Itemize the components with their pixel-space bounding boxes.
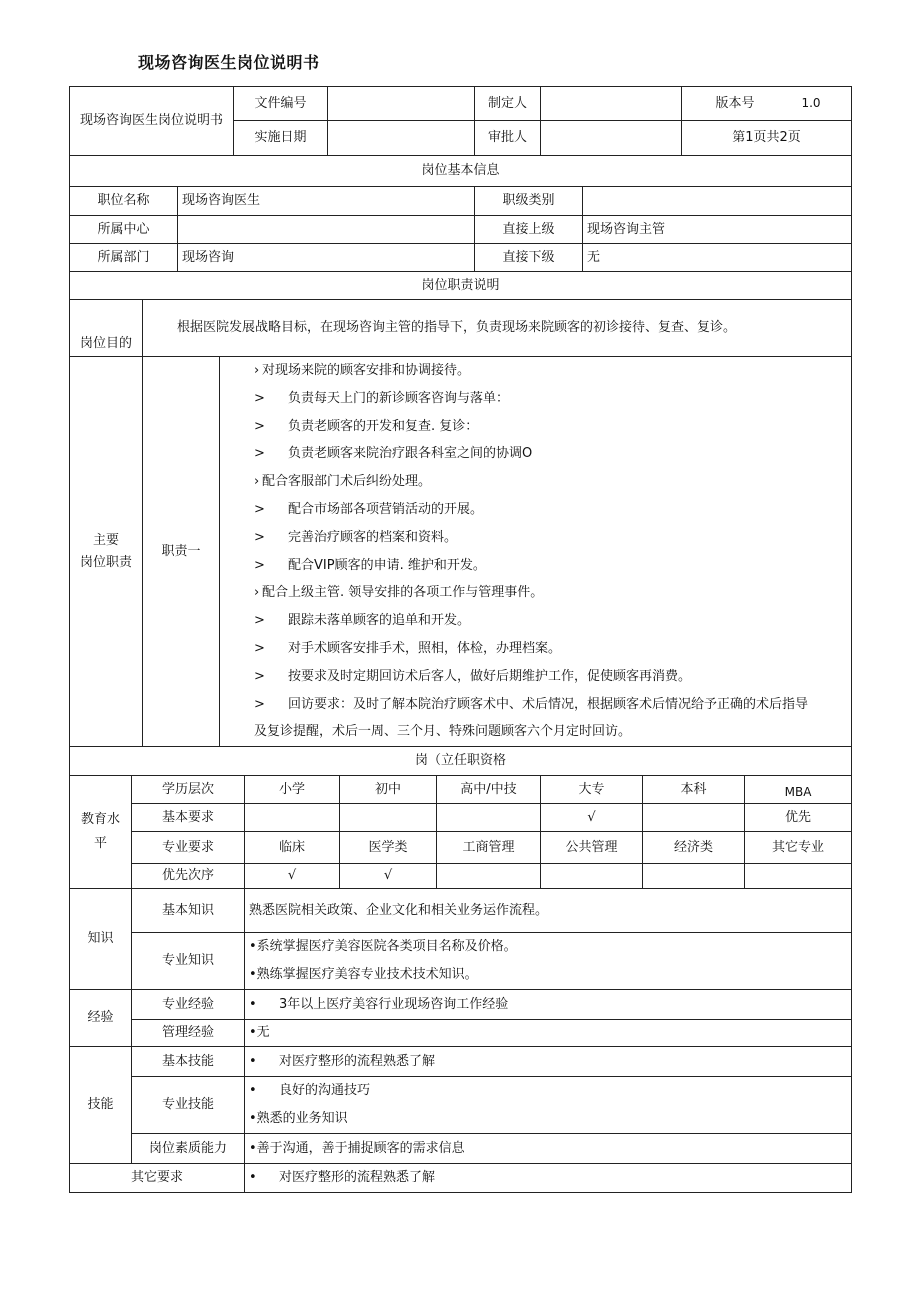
priority-cell <box>541 864 643 889</box>
basic-req-row-label: 基本要求 <box>132 804 245 832</box>
impl-date-value <box>328 121 475 156</box>
duties-table <box>69 299 852 747</box>
grade-value <box>583 187 852 216</box>
mgmt-exp-text: •无 <box>245 1020 852 1047</box>
purpose-label: 岗位目的 <box>70 300 143 357</box>
author-label: 制定人 <box>475 87 541 121</box>
qualification-table <box>69 746 852 1193</box>
level-row-label: 学历层次 <box>132 776 245 804</box>
arrow-bullet-icon: > <box>254 668 265 684</box>
duty-item <box>254 552 851 580</box>
arrow-bullet-icon: > <box>254 390 265 406</box>
approver-label: 审批人 <box>475 121 541 156</box>
page-info: 第1页共2页 <box>682 121 852 156</box>
duty-item-text: 配合上级主管. 领导安排的各项工作与管理事件。 <box>262 585 544 601</box>
quality-text: •善于沟通，善于捕捉顾客的需求信息 <box>245 1134 852 1164</box>
basic-skill-text: 对医疗整形的流程熟悉了解 <box>279 1053 436 1069</box>
author-value <box>541 87 682 121</box>
basic-req-cell <box>437 804 541 832</box>
duty-item <box>254 468 851 496</box>
level-cell: 大专 <box>541 776 643 804</box>
chevron-bullet-icon: › <box>254 363 260 378</box>
arrow-bullet-icon: > <box>254 501 265 517</box>
basic-knowledge-label: 基本知识 <box>132 889 245 933</box>
duty-item-text: 及复诊提醒，术后一周、三个月、特殊问题顾客六个月定时回访。 <box>254 724 632 740</box>
duty-item <box>254 663 851 691</box>
priority-cell: √ <box>340 864 437 889</box>
arrow-bullet-icon: > <box>254 640 265 656</box>
duty-item-text: 配合客服部门术后纠纷处理。 <box>262 474 432 490</box>
arrow-bullet-icon: > <box>254 696 265 712</box>
section-basic-info: 岗位基本信息 <box>70 156 852 187</box>
duty-item-text: 跟踪未落单顾客的追单和开发。 <box>288 613 471 629</box>
doc-name: 现场咨询医生岗位说明书 <box>70 87 234 156</box>
duty-item <box>254 496 851 524</box>
knowledge-label: 知识 <box>70 889 132 990</box>
header-table <box>69 86 852 156</box>
duty-item <box>254 691 851 719</box>
duty-item <box>254 579 851 607</box>
mgmt-exp-label: 管理经验 <box>132 1020 245 1047</box>
arrow-bullet-icon: > <box>254 446 265 462</box>
basic-req-cell <box>245 804 340 832</box>
basic-req-cell <box>340 804 437 832</box>
duty-item <box>254 524 851 552</box>
position-label: 职位名称 <box>70 187 178 216</box>
page-title: 现场咨询医生岗位说明书 <box>138 53 320 72</box>
version-label: 版本号 <box>715 95 755 111</box>
pro-knowledge-label: 专业知识 <box>132 933 245 990</box>
experience-label: 经验 <box>70 990 132 1047</box>
center-label: 所属中心 <box>70 216 178 244</box>
duty-item-text: 负责老顾客的开发和复查. 复诊： <box>288 418 479 434</box>
major-cell: 临床 <box>245 832 340 864</box>
priority-cell <box>437 864 541 889</box>
section-qualification: 岗（立任职资格 <box>70 747 852 776</box>
approver-value <box>541 121 682 156</box>
major-row-label: 专业要求 <box>132 832 245 864</box>
dept-label: 所属部门 <box>70 244 178 272</box>
major-cell: 其它专业 <box>745 832 852 864</box>
level-cell: 小学 <box>245 776 340 804</box>
other-cell <box>245 1164 852 1193</box>
education-label <box>70 776 132 889</box>
other-text: 对医疗整形的流程熟悉了解 <box>279 1170 436 1186</box>
major-cell: 医学类 <box>340 832 437 864</box>
chevron-bullet-icon: › <box>254 474 260 490</box>
education-label-2: 平 <box>93 836 107 851</box>
center-value <box>178 216 475 244</box>
major-cell: 工商管理 <box>437 832 541 864</box>
basic-info-table <box>69 155 852 300</box>
level-cell: 高中/中技 <box>437 776 541 804</box>
duty-item-text: 完善治疗顾客的档案和资料。 <box>288 529 458 545</box>
priority-cell: √ <box>245 864 340 889</box>
superior-label: 直接上级 <box>475 216 583 244</box>
duty-list <box>220 357 852 747</box>
priority-cell <box>745 864 852 889</box>
pro-skill-label: 专业技能 <box>132 1077 245 1134</box>
subordinate-label: 直接下级 <box>475 244 583 272</box>
duty-item-text: 对手术顾客安排手术，照相，体检，办理档案。 <box>288 640 562 656</box>
pro-knowledge-cell <box>245 933 852 990</box>
bullet-icon: • <box>249 1053 257 1069</box>
duty-item-text: 配合VIP顾客的申请. 维护和开发。 <box>288 557 486 573</box>
impl-date-label: 实施日期 <box>234 121 328 156</box>
duty-item-text: 对现场来院的顾客安排和协调接待。 <box>262 363 471 378</box>
level-cell: 初中 <box>340 776 437 804</box>
duty-item-text: 负责每天上门的新诊顾客咨询与落单： <box>288 390 510 406</box>
duty-item <box>254 607 851 635</box>
major-cell: 公共管理 <box>541 832 643 864</box>
bullet-icon: • <box>249 1170 257 1186</box>
file-no-value <box>328 87 475 121</box>
arrow-bullet-icon: > <box>254 557 265 573</box>
duty-item <box>254 385 851 413</box>
pro-exp-cell <box>245 990 852 1020</box>
basic-req-cell <box>643 804 745 832</box>
basic-req-cell: 优先 <box>745 804 852 832</box>
grade-label: 职级类别 <box>475 187 583 216</box>
basic-skill-label: 基本技能 <box>132 1047 245 1077</box>
arrow-bullet-icon: > <box>254 418 265 434</box>
pro-exp-label: 专业经验 <box>132 990 245 1020</box>
main-duties-label-1: 主要 <box>92 532 119 548</box>
pro-exp-text: 3年以上医疗美容行业现场咨询工作经验 <box>279 996 509 1012</box>
other-label: 其它要求 <box>70 1164 245 1193</box>
duty-item-text: 按要求及时定期回访术后客人，做好后期维护工作，促使顾客再消费。 <box>288 668 692 684</box>
education-label-1: 教育水 <box>80 812 120 828</box>
duty-item-text: 负责老顾客来院治疗跟各科室之间的协调O <box>288 446 533 462</box>
priority-cell <box>643 864 745 889</box>
main-duties-label <box>70 357 143 747</box>
duty-one-label: 职责一 <box>143 357 220 747</box>
position-value: 现场咨询医生 <box>178 187 475 216</box>
version-cell <box>682 87 852 121</box>
pro-skill-line1: 良好的沟通技巧 <box>279 1083 371 1098</box>
superior-value: 现场咨询主管 <box>583 216 852 244</box>
duty-item <box>254 635 851 663</box>
basic-knowledge-text: 熟悉医院相关政策、企业文化和相关业务运作流程。 <box>245 889 852 933</box>
level-cell: 本科 <box>643 776 745 804</box>
bullet-icon: • <box>249 996 257 1012</box>
duty-item <box>254 440 851 468</box>
subordinate-value: 无 <box>583 244 852 272</box>
arrow-bullet-icon: > <box>254 529 265 545</box>
pro-knowledge-line: •系统掌握医疗美容医院各类项目名称及价格。 <box>249 939 517 954</box>
priority-row-label: 优先次序 <box>132 864 245 889</box>
major-cell: 经济类 <box>643 832 745 864</box>
basic-req-cell: √ <box>541 804 643 832</box>
duty-item <box>254 357 851 385</box>
bullet-icon: • <box>249 1083 257 1098</box>
dept-value: 现场咨询 <box>178 244 475 272</box>
file-no-label: 文件编号 <box>234 87 328 121</box>
quality-label: 岗位素质能力 <box>132 1134 245 1164</box>
purpose-text: 根据医院发展战略目标，在现场咨询主管的指导下，负责现场来院顾客的初诊接待、复查、复诊。 <box>143 300 852 357</box>
version-value: 1.0 <box>801 95 821 110</box>
arrow-bullet-icon: > <box>254 613 265 629</box>
level-cell: MBA <box>745 776 852 804</box>
pro-knowledge-line: •熟练掌握医疗美容专业技术技术知识。 <box>249 967 478 982</box>
skill-label: 技能 <box>70 1047 132 1164</box>
section-duties: 岗位职责说明 <box>70 272 852 300</box>
duty-item-text: 回访要求：及时了解本院治疗顾客术中、术后情况，根据顾客术后情况给予正确的术后指导 <box>288 696 809 712</box>
duty-item <box>254 413 851 441</box>
main-duties-label-2: 岗位职责 <box>79 554 132 570</box>
pro-skill-line2: •熟悉的业务知识 <box>249 1111 348 1126</box>
pro-skill-cell <box>245 1077 852 1134</box>
duty-item <box>254 718 851 746</box>
duty-item-text: 配合市场部各项营销活动的开展。 <box>288 501 484 517</box>
basic-skill-cell <box>245 1047 852 1077</box>
chevron-bullet-icon: › <box>254 585 260 601</box>
